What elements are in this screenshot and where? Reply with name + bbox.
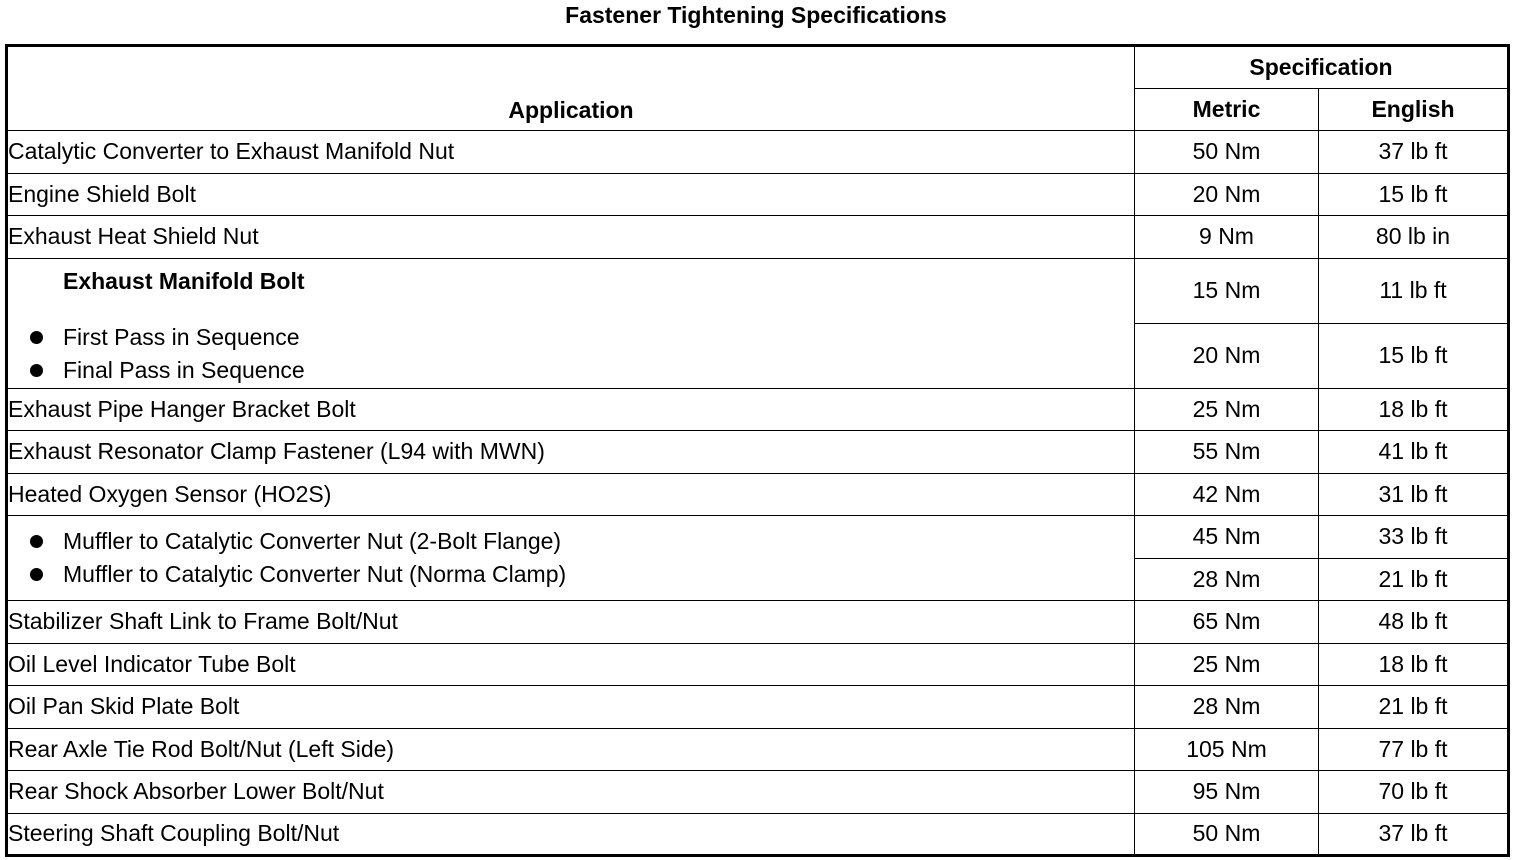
table-row <box>7 686 1509 729</box>
manifold-application-cell <box>7 258 1135 388</box>
header-application: Application <box>7 46 1135 131</box>
metric-cell: 28 Nm <box>1135 686 1319 729</box>
english-cell: 15 lb ft <box>1319 173 1509 216</box>
metric-cell: 25 Nm <box>1135 643 1319 686</box>
english-cell: 21 lb ft <box>1319 558 1509 601</box>
bullet-label: Final Pass in Sequence <box>63 357 305 383</box>
table-row <box>7 601 1509 644</box>
english-cell: 15 lb ft <box>1319 323 1509 388</box>
application-cell: Oil Level Indicator Tube Bolt <box>7 643 1135 686</box>
english-cell: 48 lb ft <box>1319 601 1509 644</box>
table-row <box>7 728 1509 771</box>
application-cell: Rear Shock Absorber Lower Bolt/Nut <box>7 771 1135 814</box>
english-cell: 80 lb in <box>1319 216 1509 259</box>
application-cell: Steering Shaft Coupling Bolt/Nut <box>7 813 1135 856</box>
application-cell: Heated Oxygen Sensor (HO2S) <box>7 473 1135 516</box>
manifold-heading: Exhaust Manifold Bolt <box>63 268 305 294</box>
table-row <box>7 813 1509 856</box>
table-row <box>7 643 1509 686</box>
table-row-manifold-first <box>7 258 1509 323</box>
english-cell: 11 lb ft <box>1319 258 1509 323</box>
application-cell: Exhaust Heat Shield Nut <box>7 216 1135 259</box>
english-cell: 77 lb ft <box>1319 728 1509 771</box>
english-cell: 70 lb ft <box>1319 771 1509 814</box>
metric-cell: 9 Nm <box>1135 216 1319 259</box>
metric-cell: 25 Nm <box>1135 388 1319 431</box>
metric-cell: 28 Nm <box>1135 558 1319 601</box>
english-cell: 37 lb ft <box>1319 813 1509 856</box>
bullet-icon <box>30 568 43 581</box>
document-title: Fastener Tightening Specifications <box>565 2 947 28</box>
bullet-icon <box>30 364 43 377</box>
header-specification: Specification <box>1135 46 1509 89</box>
english-cell: 31 lb ft <box>1319 473 1509 516</box>
metric-cell: 105 Nm <box>1135 728 1319 771</box>
application-cell: Oil Pan Skid Plate Bolt <box>7 686 1135 729</box>
application-cell: Exhaust Resonator Clamp Fastener (L94 with MWN) <box>7 431 1135 474</box>
table-row <box>7 473 1509 516</box>
table-row <box>7 173 1509 216</box>
list-item <box>8 321 1134 354</box>
english-cell: 33 lb ft <box>1319 516 1509 559</box>
bullet-label: Muffler to Catalytic Converter Nut (Norma Clamp) <box>63 561 567 587</box>
header-row-top <box>7 46 1509 89</box>
metric-cell: 50 Nm <box>1135 813 1319 856</box>
english-cell: 41 lb ft <box>1319 431 1509 474</box>
list-item <box>8 525 1134 558</box>
header-english: English <box>1319 89 1509 131</box>
table-row <box>7 431 1509 474</box>
bullet-label: First Pass in Sequence <box>63 324 300 350</box>
english-cell: 37 lb ft <box>1319 131 1509 174</box>
bullet-icon <box>30 535 43 548</box>
metric-cell: 95 Nm <box>1135 771 1319 814</box>
metric-cell: 15 Nm <box>1135 258 1319 323</box>
list-item <box>8 558 1134 591</box>
application-cell: Rear Axle Tie Rod Bolt/Nut (Left Side) <box>7 728 1135 771</box>
metric-cell: 20 Nm <box>1135 323 1319 388</box>
metric-cell: 45 Nm <box>1135 516 1319 559</box>
table-row <box>7 216 1509 259</box>
list-item <box>8 354 1134 387</box>
metric-cell: 20 Nm <box>1135 173 1319 216</box>
application-cell: Stabilizer Shaft Link to Frame Bolt/Nut <box>7 601 1135 644</box>
metric-cell: 55 Nm <box>1135 431 1319 474</box>
table-row <box>7 131 1509 174</box>
metric-cell: 42 Nm <box>1135 473 1319 516</box>
bullet-label: Muffler to Catalytic Converter Nut (2-Bolt Flange) <box>63 528 562 554</box>
application-cell: Engine Shield Bolt <box>7 173 1135 216</box>
metric-cell: 50 Nm <box>1135 131 1319 174</box>
english-cell: 18 lb ft <box>1319 388 1509 431</box>
muffler-application-cell <box>7 516 1135 601</box>
application-cell: Exhaust Pipe Hanger Bracket Bolt <box>7 388 1135 431</box>
application-cell: Catalytic Converter to Exhaust Manifold Nut <box>7 131 1135 174</box>
table-row-muffler-flange <box>7 516 1509 559</box>
table-row <box>7 771 1509 814</box>
english-cell: 21 lb ft <box>1319 686 1509 729</box>
header-metric: Metric <box>1135 89 1319 131</box>
metric-cell: 65 Nm <box>1135 601 1319 644</box>
fastener-spec-table <box>5 44 1510 857</box>
english-cell: 18 lb ft <box>1319 643 1509 686</box>
table-row <box>7 388 1509 431</box>
bullet-icon <box>30 331 43 344</box>
